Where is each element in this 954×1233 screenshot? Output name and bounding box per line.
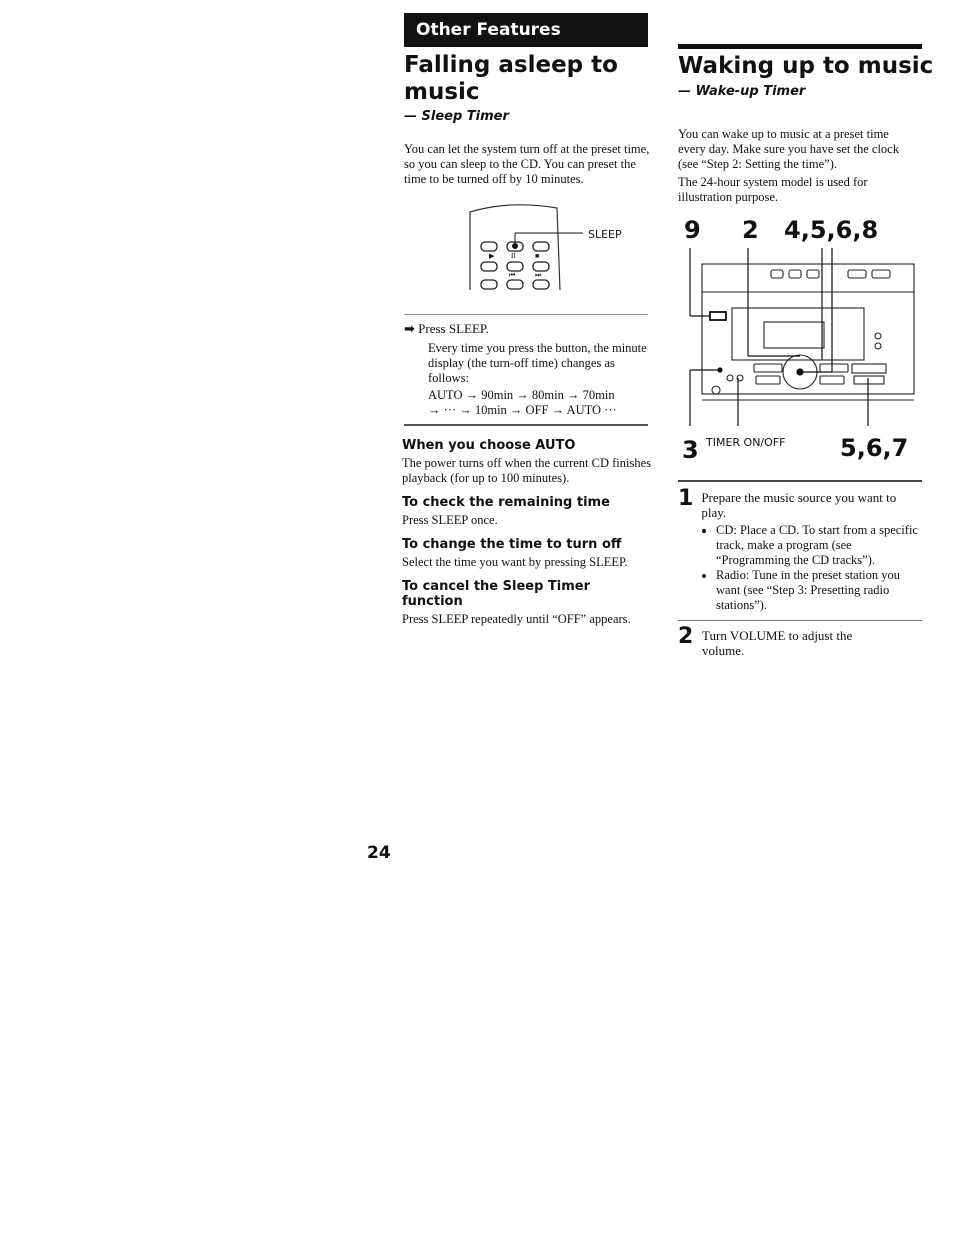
press-instruction: Press SLEEP. xyxy=(418,321,489,336)
divider xyxy=(404,314,648,315)
section-heading: To cancel the Sleep Timer function xyxy=(402,579,591,609)
arrow-right-icon: ➡ xyxy=(404,322,415,337)
svg-text:II: II xyxy=(511,252,516,260)
step-text: Turn VOLUME to adjust the volume. xyxy=(702,628,853,658)
sequence-line-2: → ··· → 10min → OFF → AUTO ··· xyxy=(428,403,617,417)
page-title-left xyxy=(404,52,654,106)
divider xyxy=(404,424,648,426)
section-change xyxy=(402,537,652,570)
remote-diagram xyxy=(465,200,635,295)
callout-2: 2 xyxy=(742,216,759,244)
page-number: 24 xyxy=(367,843,391,863)
section-heading: To check the remaining time xyxy=(402,495,610,510)
callout-567: 5,6,7 xyxy=(840,434,909,462)
sequence-line-1: AUTO → 90min → 80min → 70min xyxy=(428,388,615,402)
press-sleep-block xyxy=(404,321,652,418)
intro-right-1: You can wake up to music at a preset time every day. Make sure you have set the clock (see “Step 2: Setting the time”). xyxy=(678,127,899,171)
subtitle-left: — Sleep Timer xyxy=(404,109,509,124)
section-heading: To change the time to turn off xyxy=(402,537,622,552)
step-1-bullets xyxy=(702,523,918,613)
stereo-diagram xyxy=(680,248,920,434)
section-text: Select the time you want by pressing SLEEP. xyxy=(402,555,628,569)
timer-on-off-label: TIMER ON/OFF xyxy=(706,436,786,449)
section-check xyxy=(402,495,652,528)
sleep-label: SLEEP xyxy=(588,228,622,241)
intro-left: You can let the system turn off at the preset time, so you can sleep to the CD. You can preset the time to be turned off by 10 minutes. xyxy=(404,142,650,186)
svg-text:⏭: ⏭ xyxy=(535,271,542,279)
section-tab: Other Features xyxy=(404,13,648,47)
press-detail: Every time you press the button, the minute display (the turn-off time) changes as follows: xyxy=(428,341,647,385)
step-2 xyxy=(678,624,918,658)
section-auto xyxy=(402,438,652,486)
divider xyxy=(678,480,922,482)
divider xyxy=(678,620,922,621)
page-title-right: Waking up to music xyxy=(678,53,934,79)
title-line-2: music xyxy=(404,79,480,105)
section-text: The power turns off when the current CD finishes playback (for up to 100 minutes). xyxy=(402,456,652,485)
list-item: • Radio: Tune in the preset station you want (see “Step 3: Presetting radio stations”). xyxy=(716,568,918,613)
step-text: Prepare the music source you want to play. xyxy=(701,490,897,520)
intro-right-2: The 24-hour system model is used for illustration purpose. xyxy=(678,175,868,204)
sleep-sections xyxy=(402,438,652,627)
svg-text:■: ■ xyxy=(535,252,540,260)
step-1 xyxy=(678,486,918,613)
section-heading: When you choose AUTO xyxy=(402,438,576,453)
callout-4568: 4,5,6,8 xyxy=(784,216,879,244)
section-text: Press SLEEP once. xyxy=(402,513,498,527)
subtitle-right: — Wake-up Timer xyxy=(678,84,806,99)
step-number: 1 xyxy=(678,486,694,511)
callout-3: 3 xyxy=(682,436,699,464)
list-item: • CD: Place a CD. To start from a specific track, make a program (see “Programming the CD tracks”). xyxy=(716,523,918,568)
header-rule xyxy=(678,44,922,49)
step-number: 2 xyxy=(678,624,694,649)
callout-9: 9 xyxy=(684,216,701,244)
title-line-1: Falling asleep to xyxy=(404,52,618,78)
section-text: Press SLEEP repeatedly until “OFF” appears. xyxy=(402,612,631,626)
svg-text:⏮: ⏮ xyxy=(509,271,516,279)
section-cancel xyxy=(402,579,652,627)
svg-text:▶: ▶ xyxy=(489,252,495,260)
